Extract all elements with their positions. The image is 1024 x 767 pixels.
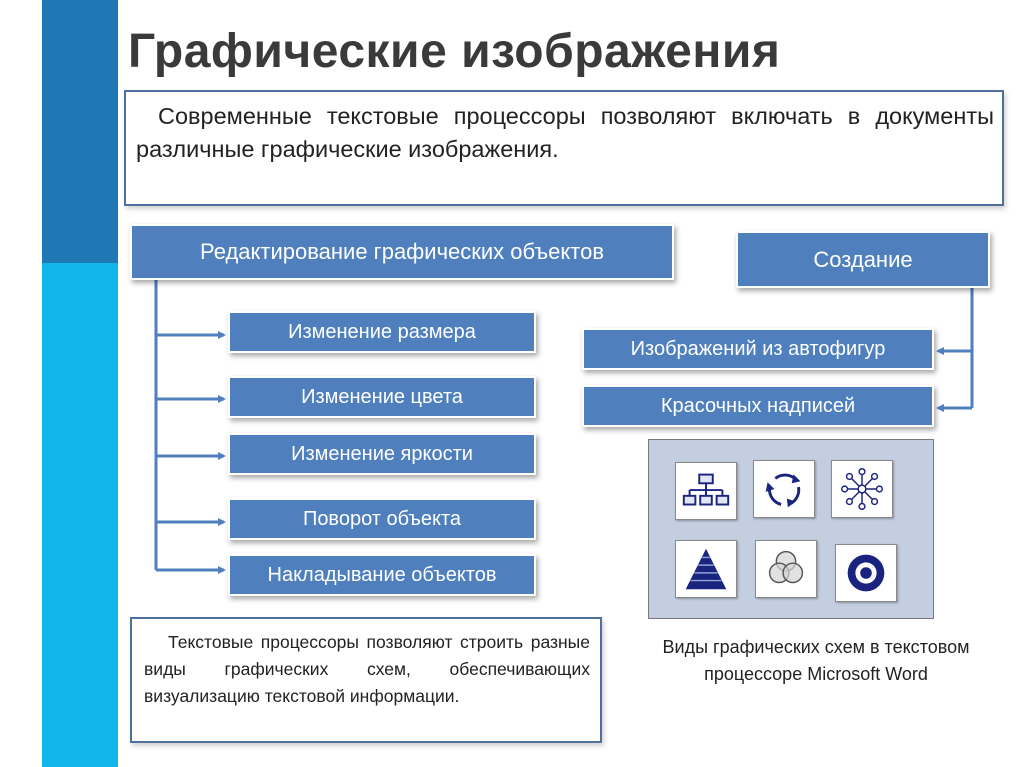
- editing-item-label: Изменение яркости: [291, 442, 473, 465]
- editing-item-resize: [228, 311, 536, 353]
- creation-item-autoshapes: [582, 328, 934, 370]
- editing-item-brightness: [228, 433, 536, 475]
- cycle-diagram-icon: [753, 460, 815, 518]
- editing-item-label: Накладывание объектов: [267, 563, 497, 586]
- editing-item-rotate: [228, 498, 536, 540]
- venn-diagram-icon: [755, 540, 817, 598]
- editing-header-box: [130, 224, 674, 280]
- creation-header-label: Создание: [813, 246, 913, 272]
- editing-item-color: [228, 376, 536, 418]
- caption-line-2: процессоре Microsoft Word: [704, 664, 928, 684]
- editing-header-label: Редактирование графических объектов: [199, 239, 605, 264]
- intro-text-box: Современные текстовые процессоры позволяют включать в документы различные графические изображения.: [124, 90, 1004, 206]
- creation-item-wordart: [582, 385, 934, 427]
- diagram-types-caption: [636, 634, 996, 688]
- pyramid-diagram-icon: [675, 540, 737, 598]
- editing-item-label: Изменение цвета: [301, 385, 463, 408]
- editing-item-overlay: [228, 554, 536, 596]
- creation-item-label: Красочных надписей: [660, 394, 856, 417]
- organization-chart-icon: [675, 462, 737, 520]
- note-text-box: Текстовые процессоры позволяют строить разные виды графических схем, обеспечивающих визуализацию текстовой информации.: [130, 617, 602, 743]
- caption-line-1: Виды графических схем в текстовом: [662, 637, 970, 657]
- editing-item-label: Изменение размера: [288, 320, 476, 343]
- creation-header-box: [736, 231, 990, 288]
- target-diagram-icon: [835, 544, 897, 602]
- slide-title: Графические изображения: [128, 25, 781, 78]
- diagram-types-panel: [648, 439, 934, 619]
- editing-item-label: Поворот объекта: [302, 507, 462, 530]
- creation-item-label: Изображений из автофигур: [630, 337, 886, 360]
- radial-diagram-icon: [831, 460, 893, 518]
